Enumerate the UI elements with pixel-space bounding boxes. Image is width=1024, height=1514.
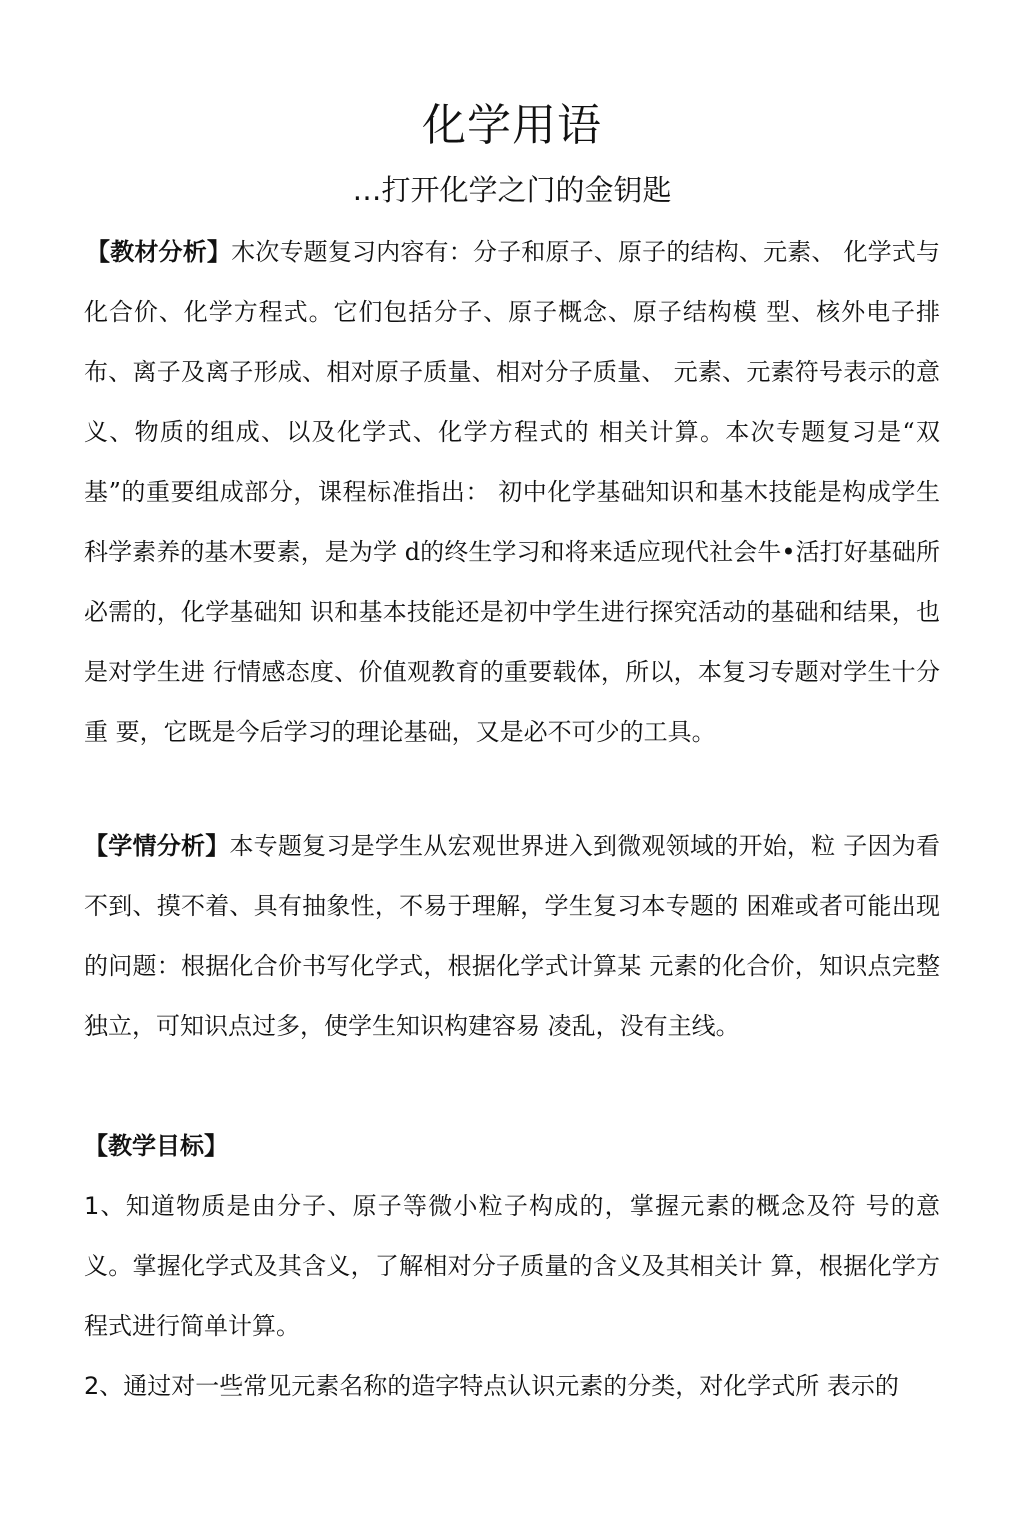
- objective-text: 、知道物质是由分子、原子等微小粒子构成的，掌握元素的概念及符 号的意义。掌握化学式及其含义，了解相对分子质量的含义及其相关计 算，根据化学方程式进行简单计算。: [84, 1192, 940, 1340]
- section-textbook-analysis: [84, 222, 940, 762]
- objective-number: 2: [84, 1372, 100, 1400]
- objective-text: 、通过对一些常见元素名称的造字特点认识元素的分类，对化学式所 表示的: [99, 1372, 899, 1400]
- document-subtitle: …打开化学之门的金钥匙: [352, 173, 672, 207]
- document-title: 化学用语: [422, 100, 602, 151]
- objective-item: [84, 1176, 940, 1356]
- objective-number: 1: [84, 1192, 100, 1220]
- section-text: 木次专题复习内容有：分子和原子、原子的结构、元素、 化学式与化合价、化学方程式。它们包括分子、原子概念、原子结构模 型、核外电子排布、离子及离子形成、相对原子质量、相对分子质量、 元素、元素符号表示的意义、物质的组成、以及化学式、化学方程式的 相关计算。本次专题复习是“双基”的重要组成部分，课程标准指出： 初中化学基础知识和基木技能是构成学生科学素养的基木要素，是为学 d的终生学习和将来适应现代社会牛•活打好基础所必需的，化学基础知 识和基本技能还是初中学生进行探究活动的基础和结果，也是对学生进 行情感态度、价值观教育的重要载体，所以，本复习专题对学生十分重 要，它既是今后学习的理论基础，又是必不可少的工具。: [84, 238, 940, 746]
- section-label: 【教学目标】: [84, 1132, 228, 1160]
- section-label: 【教材分析】: [86, 238, 232, 266]
- section-student-analysis: [84, 816, 940, 1056]
- section-text: 本专题复习是学生从宏观世界进入到微观领域的开始，粒 子因为看不到、摸不着、具有抽象性，不易于理解，学生复习本专题的 困难或者可能出现的问题：根据化合价书写化学式，根据化学式计算某 元素的化合价，知识点完整独立，可知识点过多，使学生知识构建容易 凌乱，没有主线。: [84, 832, 940, 1040]
- section-label: 【学情分析】: [84, 832, 230, 860]
- section-teaching-objectives: [84, 1116, 940, 1176]
- objective-item: [84, 1356, 940, 1416]
